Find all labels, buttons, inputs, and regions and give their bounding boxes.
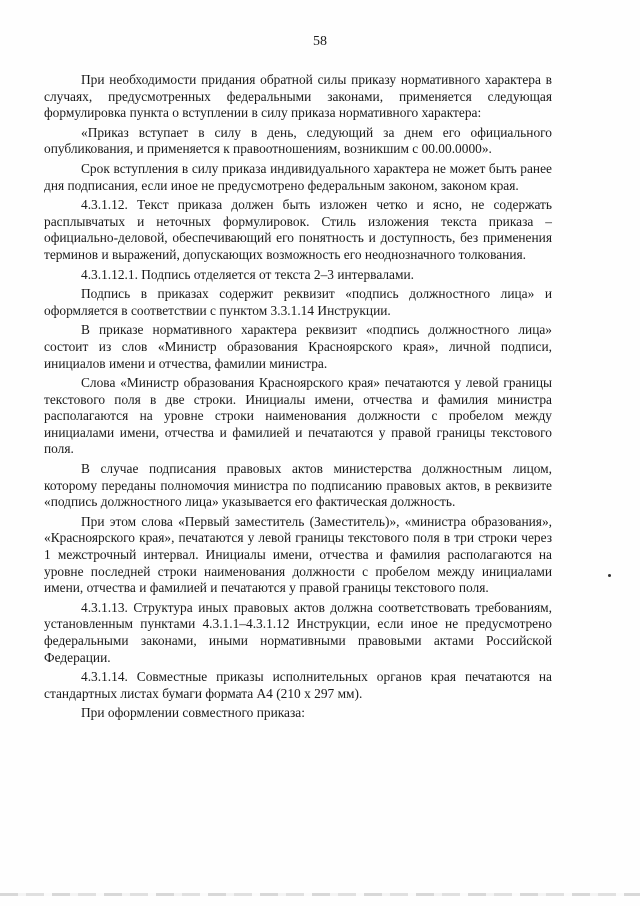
paragraph-4-3-1-13: 4.3.1.13. Структура иных правовых актов должна соответствовать требованиям, установленным пунктами 4.3.1.1–4.3.1.12 Инструкции, если иное не предусмотрено федеральными законами, иными нормативными правовыми актами Российской Федерации. <box>44 599 552 665</box>
paragraph-minister-words: Слова «Министр образования Красноярского края» печатаются у левой границы текстового поля в две строки. Инициалы имени, отчества и фамилия министра располагаются на уровне строки наименования должности с пробелом между инициалами имени, отчества и фамилией и печатаются у правой границы текстового поля. <box>44 375 552 457</box>
document-body <box>44 72 552 725</box>
paragraph-deputy-words: При этом слова «Первый заместитель (Заместитель)», «министра образования», «Красноярского края», печатаются у левой границы текстового поля в три строки через 1 межстрочный интервал. Инициалы имени, отчества и фамилия располагаются на уровне последней строки наименования должности с пробелом между инициалами имени, отчества и фамилией и печатаются у правой границы текстового поля. <box>44 513 552 596</box>
paragraph-4-3-1-12-1: 4.3.1.12.1. Подпись отделяется от текста 2–3 интервалами. <box>81 266 414 282</box>
paragraph-signature-requisite: Подпись в приказах содержит реквизит «подпись должностного лица» и оформляется в соответствии с пунктом 3.3.1.14 Инструкции. <box>44 286 552 318</box>
paragraph-joint-order: При оформлении совместного приказа: <box>81 705 305 721</box>
paragraph-4-3-1-14: 4.3.1.14. Совместные приказы исполнительных органов края печатаются на стандартных листах бумаги формата А4 (210 х 297 мм). <box>44 669 552 701</box>
scan-edge-artifact <box>0 893 640 896</box>
paragraph-4-3-1-12: 4.3.1.12. Текст приказа должен быть изложен четко и ясно, не содержать расплывчатых и неточных формулировок. Стиль изложения текста приказа – официально-деловой, обеспечивающий его понятность и доступность, без применения терминов и выражений, допускающих возможность его неоднозначного толкования. <box>44 197 552 262</box>
scan-dot <box>608 574 611 577</box>
paragraph-quote-entry-into-force: «Приказ вступает в силу в день, следующий за днем его официального опубликования, и применяется к правоотношениям, возникшим с 00.00.0000». <box>44 124 552 157</box>
paragraph-retroactive-force: При необходимости придания обратной силы приказу нормативного характера в случаях, предусмотренных федеральными законами, применяется следующая формулировка пункта о вступлении в силу приказа нормативного характера: <box>44 72 552 121</box>
paragraph-individual-order-term: Срок вступления в силу приказа индивидуального характера не может быть ранее дня подписания, если иное не предусмотрено федеральным законом, законом края. <box>44 160 552 193</box>
paragraph-normative-signature: В приказе нормативного характера реквизит «подпись должностного лица» состоит из слов «Министр образования Красноярского края», личной подписи, инициалов имени и отчества, фамилии министра. <box>44 322 552 371</box>
page-number: 58 <box>313 34 327 49</box>
paragraph-delegated-signing: В случае подписания правовых актов министерства должностным лицом, которому переданы полномочия министра по подписанию правовых актов, в реквизите «подпись должностного лица» указывается его фактическая должность. <box>44 461 552 510</box>
